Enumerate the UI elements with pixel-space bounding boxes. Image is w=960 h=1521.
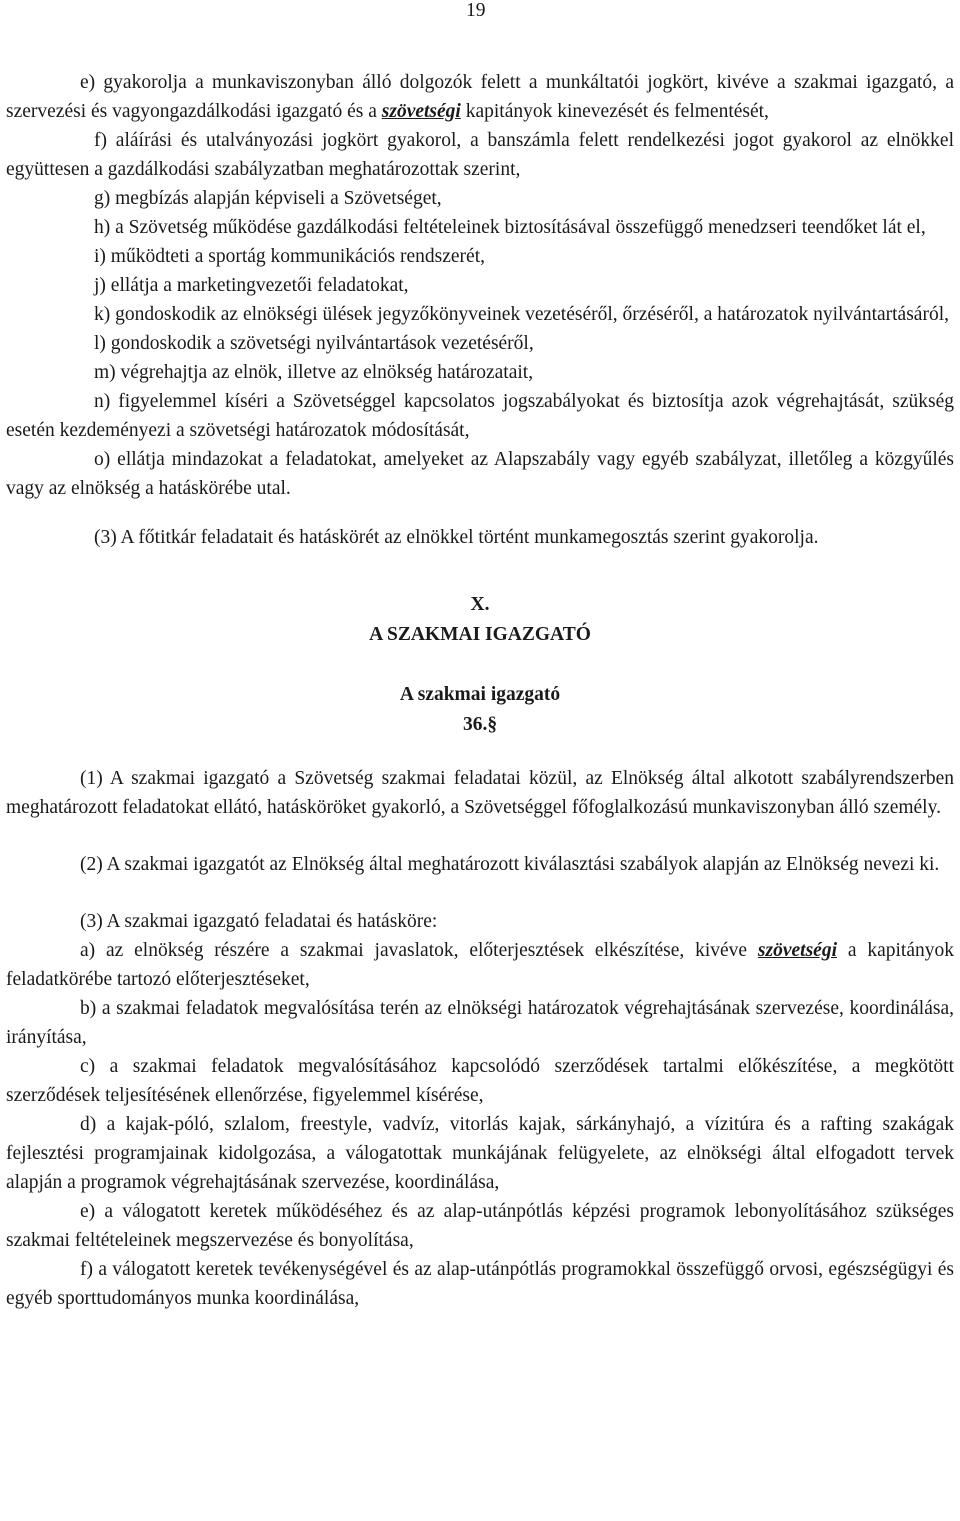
list-item-d: d) a kajak-póló, szlalom, freestyle, vadvíz, vitorlás kajak, sárkányhajó, a vízitúra és a rafting szakágak fejlesztési programjainak kidolgozása, a válogatottak munkájának felügyelete, az elnökségi által elfogadott tervek alapján a programok végrehajtásának szervezése, koordinálása,: [6, 1114, 954, 1193]
list-item-e2: e) a válogatott keretek működéséhez és az alap-utánpótlás képzési programok lebonyolításához szükséges szakmai feltételeinek megszervezése és bonyolítása,: [6, 1201, 954, 1251]
emphasized-term: szövetségi: [381, 101, 461, 122]
list-item-i: i) működteti a sportág kommunikációs rendszerét,: [94, 246, 485, 267]
paragraph-3-intro: (3) A szakmai igazgató feladatai és hatásköre:: [80, 911, 438, 932]
page-number: 19: [466, 0, 486, 21]
list-item-e: e) gyakorolja a munkaviszonyban álló dolgozók felett a munkáltatói jogkört, kivéve a szakmai igazgató, a szervezési és vagyongazdálkodási igazgató és a szövetségi kapitányok kinevezését és felmentését,: [6, 72, 954, 122]
list-item-b: b) a szakmai feladatok megvalósítása terén az elnökségi határozatok végrehajtásának szervezése, koordinálása, irányítása,: [6, 998, 954, 1048]
list-item-g: g) megbízás alapján képviseli a Szövetséget,: [94, 188, 442, 209]
list-item-o: o) ellátja mindazokat a feladatokat, amelyeket az Alapszabály vagy egyéb szabályzat, illetőleg a közgyűlés vagy az elnökség a hatáskörébe utal.: [6, 449, 954, 499]
paragraph-2: (2) A szakmai igazgatót az Elnökség által meghatározott kiválasztási szabályok alapján az Elnökség nevezi ki.: [80, 854, 940, 875]
section-number: 36.§: [462, 714, 498, 735]
section-title: A szakmai igazgató: [399, 684, 561, 705]
list-item-h: h) a Szövetség működése gazdálkodási feltételeinek biztosításával összefüggő menedzseri teendőket lát el,: [94, 217, 926, 238]
list-item-l: l) gondoskodik a szövetségi nyilvántartások vezetéséről,: [94, 333, 534, 354]
list-item-j: j) ellátja a marketingvezetői feladatokat,: [94, 275, 409, 296]
paragraph-3-fotitkar: (3) A főtitkár feladatait és hatáskörét az elnökkel történt munkamegosztás szerint gyakorolja.: [94, 527, 819, 548]
list-item-m: m) végrehajtja az elnök, illetve az elnökség határozatait,: [94, 362, 534, 383]
document-body: [6, 68, 954, 1313]
chapter-number: X.: [470, 594, 490, 615]
chapter-title: A SZAKMAI IGAZGATÓ: [369, 624, 591, 645]
list-item-f2: f) a válogatott keretek tevékenységével és az alap-utánpótlás programokkal összefüggő orvosi, egészségügyi és egyéb sporttudományos munka koordinálása,: [6, 1259, 954, 1309]
list-item-a: a) az elnökség részére a szakmai javaslatok, előterjesztések elkészítése, kivéve szövetségi a kapitányok feladatkörébe tartozó előterjesztéseket,: [6, 940, 954, 990]
list-item-n: n) figyelemmel kíséri a Szövetséggel kapcsolatos jogszabályokat és biztosítja azok végrehajtását, szükség esetén kezdeményezi a szövetségi határozatok módosítását,: [6, 391, 954, 441]
emphasized-term: szövetségi: [757, 940, 837, 961]
list-item-k: k) gondoskodik az elnökségi ülések jegyzőkönyveinek vezetéséről, őrzéséről, a határozatok nyilvántartásáról,: [94, 304, 949, 325]
list-item-f: f) aláírási és utalványozási jogkört gyakorol, a banszámla felett rendelkezési jogot gyakorol az elnökkel együttesen a gazdálkodási szabályzatban meghatározottak szerint,: [6, 130, 954, 180]
section-symbol: §: [487, 714, 498, 735]
paragraph-1: (1) A szakmai igazgató a Szövetség szakmai feladatai közül, az Elnökség által alkotott szabályrendszerben meghatározott feladatokat ellátó, hatásköröket gyakorló, a Szövetséggel főfoglalkozású munkaviszonyban álló személy.: [6, 768, 954, 818]
list-item-c: c) a szakmai feladatok megvalósításához kapcsolódó szerződések tartalmi előkészítése, a megkötött szerződések teljesítésének ellenőrzése, figyelemmel kísérése,: [6, 1056, 954, 1106]
